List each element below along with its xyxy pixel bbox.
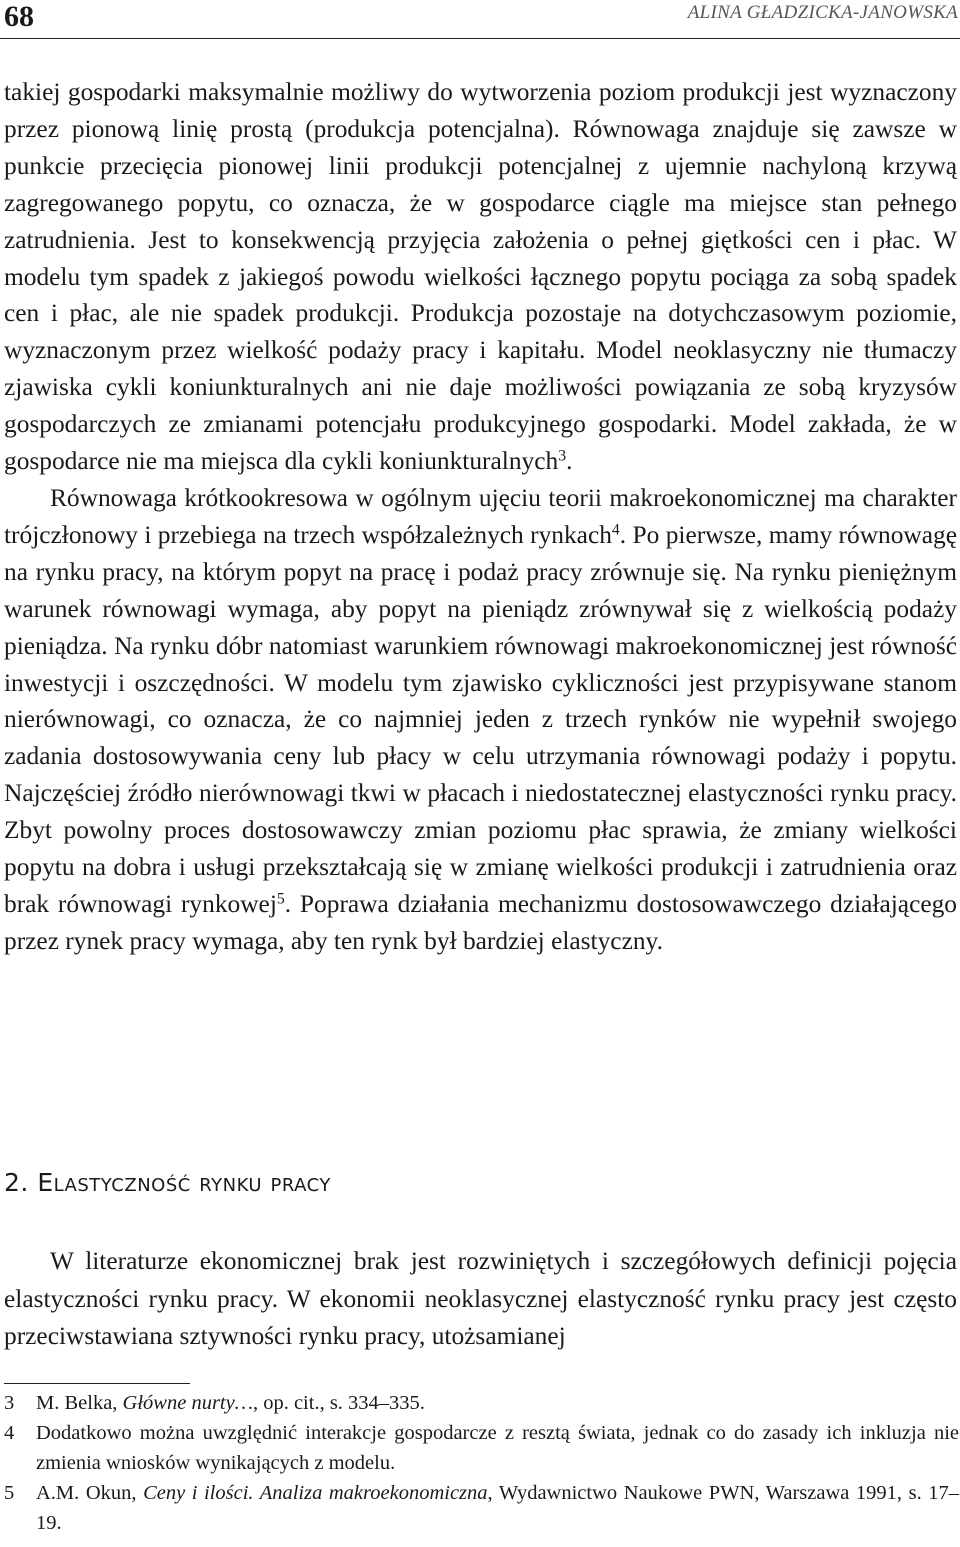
footnote-title: Ceny i ilości. Analiza makroekonomiczna xyxy=(143,1482,488,1504)
footnote xyxy=(4,1478,959,1538)
footnote-ref[interactable]: 4 xyxy=(611,521,620,539)
footnote-ref[interactable]: 3 xyxy=(558,447,567,465)
footnote-rule xyxy=(4,1383,190,1384)
footnote-number: 3 xyxy=(4,1392,15,1414)
footnote-text: , op. cit., s. 334–335. xyxy=(252,1392,425,1414)
paragraph-text: Równowaga krótkookresowa w ogólnym ujęciu teorii makroekonomicznej ma charakter trójczłonowy i przebiega na trzech współzależnych rynkach xyxy=(4,483,957,549)
footnote xyxy=(4,1388,959,1418)
paragraph-text: . Poprawa działania mechanizmu dostosowawczego działającego przez rynek pracy wymaga, aby ten rynk był bardziej elastyczny. xyxy=(4,889,957,955)
footnotes xyxy=(4,1388,959,1538)
footnote-text: Dodatkowo można uwzględnić interakcje gospodarcze z resztą świata, jednak co do zasady ich inkluzja nie zmienia wniosków wynikających z modelu. xyxy=(36,1422,959,1474)
footnote-number: 4 xyxy=(4,1422,15,1444)
paragraph: W literaturze ekonomicznej brak jest rozwiniętych i szczegółowych definicji pojęcia elastyczności rynku pracy. W ekonomii neoklasycznej elastyczność rynku pracy jest często przeciwstawiana sztywności rynku pracy, utożsamianej xyxy=(4,1247,957,1350)
body-text xyxy=(4,74,957,960)
footnote-number: 5 xyxy=(4,1482,15,1504)
page-header xyxy=(0,0,960,39)
paragraph xyxy=(4,74,957,480)
section-number: 2. xyxy=(4,1168,29,1197)
paragraph-text: . Po pierwsze, mamy równowagę na rynku pracy, na którym popyt na pracę i podaż pracy zrównuje się. Na rynku pieniężnym warunek równowagi wymaga, aby popyt na pieniądz zrównywał się z wielkością podaży pieniądza. Na rynku dóbr natomiast warunkiem równowagi makroekonomicznej jest równość inwestycji i oszczędności. W modelu tym zjawisko cykliczności jest przypisywane stanom nierównowagi, co oznacza, że co najmniej jeden z trzech rynków nie wypełnił swojego zadania dostosowywania ceny lub płacy w celu utrzymania równowagi podaży i popytu. Najczęściej źródło nierównowagi tkwi w płacach i niedostatecznej elastyczności rynku pracy. Zbyt powolny proces dostosowawczy zmian poziomu płac sprawia, że zmiany wielkości popytu na dobra i usługi przekształcają się w zmianę wielkości produkcji i zatrudnienia oraz brak równowagi rynkowej xyxy=(4,520,957,918)
paragraph-text: takiej gospodarki maksymalnie możliwy do wytworzenia poziom produkcji jest wyznaczony przez pionową linię prostą (produkcja potencjalna). Równowaga znajduje się zawsze w punkcie przecięcia pionowej linii produkcji potencjalnej z ujemnie nachyloną krzywą zagregowanego popytu, co oznacza, że w gospodarce ciągle ma miejsce stan pełnego zatrudnienia. Jest to konsekwencją przyjęcia założenia o pełnej giętkości cen i płac. W modelu tym spadek z jakiegoś powodu wielkości łącznego popytu pociąga za sobą spadek cen i płac, ale nie spadek produkcji. Produkcja pozostaje na dotychczasowym poziomie, wyznaczonym przez wielkość podaży pracy i kapitału. Model neoklasyczny nie tłumaczy zjawiska cykli koniunkturalnych ani nie daje możliwości powiązania ze sobą kryzysów gospodarczych ze zmianami potencjału produkcyjnego gospodarki. Model zakłada, że w gospodarce nie ma miejsca dla cykli koniunkturalnych xyxy=(4,78,957,476)
paragraph-text: . xyxy=(566,447,573,476)
section-heading xyxy=(4,1168,331,1197)
section-title: Elastyczność rynku pracy xyxy=(37,1168,331,1197)
page-number: 68 xyxy=(4,0,34,33)
footnote-text: A.M. Okun, xyxy=(36,1482,144,1504)
running-head: ALINA GŁADZICKA-JANOWSKA xyxy=(687,2,958,23)
section-text xyxy=(4,1243,957,1356)
footnote xyxy=(4,1418,959,1478)
paragraph xyxy=(4,480,957,960)
footnote-title: Główne nurty… xyxy=(122,1392,253,1414)
footnote-ref[interactable]: 5 xyxy=(276,890,285,908)
footnote-text: M. Belka, xyxy=(36,1392,123,1414)
footnote-text: , Wydawnictwo Naukowe PWN, Warszawa 1991, s. 17–19. xyxy=(36,1482,959,1534)
